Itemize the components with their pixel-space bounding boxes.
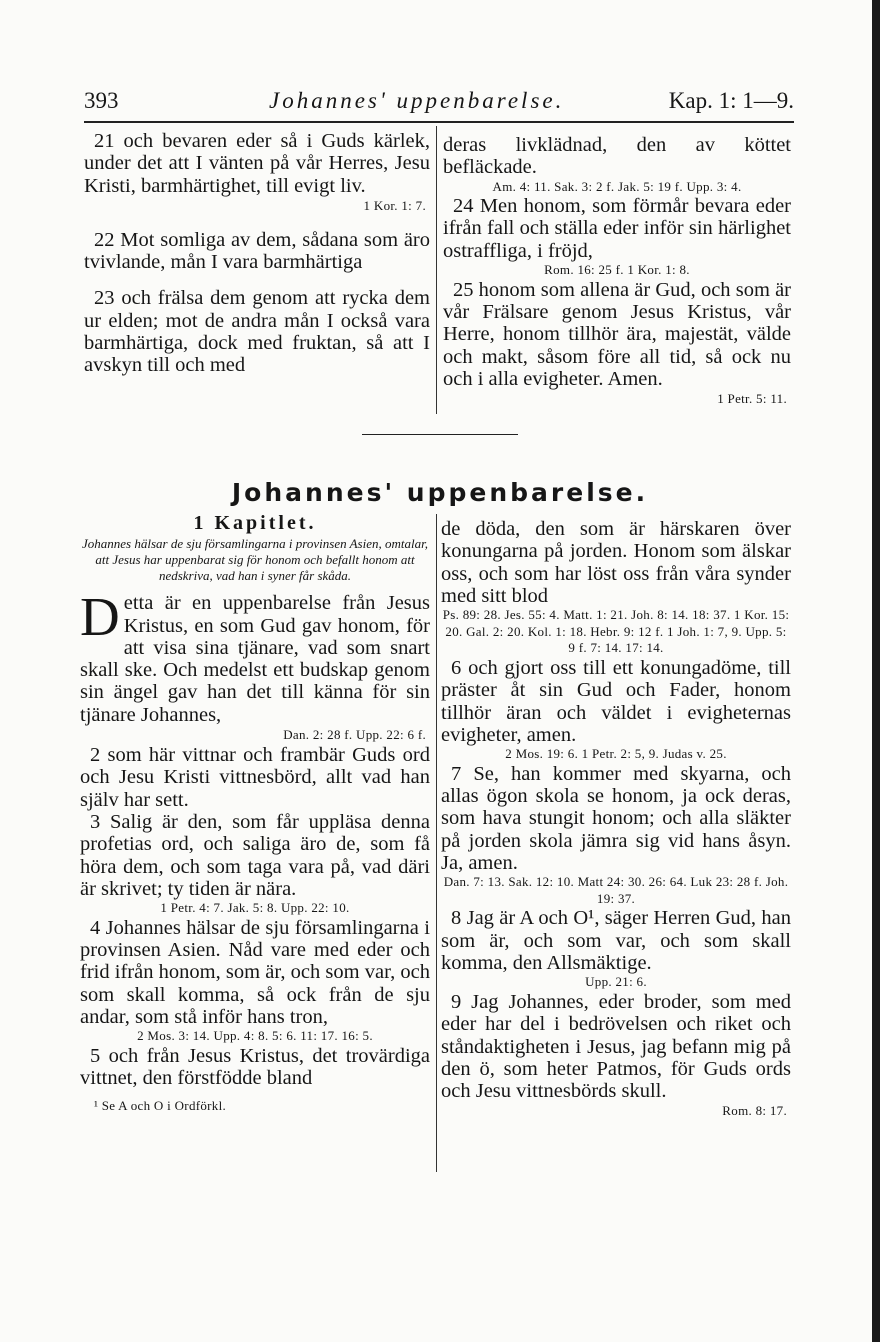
section-divider bbox=[362, 434, 518, 435]
cross-reference: Rom. 16: 25 f. 1 Kor. 1: 8. bbox=[544, 262, 690, 278]
running-header bbox=[84, 88, 794, 122]
opening-verse bbox=[80, 586, 430, 726]
cross-reference: Am. 4: 11. Sak. 3: 2 f. Jak. 5: 19 f. Upp. 3: 4. bbox=[492, 178, 742, 194]
verse: 23 och frälsa dem genom att rycka dem ur elden; mot de andra mån I också vara barmhärtiga, dock med fruktan, så att I avskyn till och med bbox=[84, 287, 430, 377]
cross-reference: Ps. 89: 28. Jes. 55: 4. Matt. 1: 21. Joh. 8: 14. 18: 37. 1 Kor. 15: 20. Gal. 2: 20. Kol. 1: 18. Hebr. 9: 12 f. 1 Joh. 1: 7, 9. Upp. 5: 9 f. 7: 14. 17: 14. bbox=[442, 607, 790, 656]
verse-continuation: de döda, den som är härskaren över konungarna på jorden. Honom som älskar oss, och som har löst oss från våra synder med sitt blod bbox=[441, 518, 791, 607]
verse: 6 och gjort oss till ett konungadöme, till präster åt sin Gud och Fader, honom tillhör äran och väldet i evigheternas evigheter, amen. bbox=[441, 656, 791, 746]
bottom-left-column bbox=[80, 512, 430, 1115]
cross-reference: Rom. 8: 17. bbox=[722, 1103, 787, 1119]
cross-reference: 1 Petr. 4: 7. Jak. 5: 8. Upp. 22: 10. bbox=[160, 900, 350, 916]
cross-reference: Dan. 2: 28 f. Upp. 22: 6 f. bbox=[283, 727, 426, 743]
top-right-column bbox=[443, 134, 791, 408]
chapter-range: Kap. 1: 1—9. bbox=[668, 88, 794, 113]
verse: 24 Men honom, som förmår bevara eder ifrån fall och ställa eder inför sin härlighet ostraffliga, i fröjd, bbox=[443, 195, 791, 262]
cross-reference: 1 Petr. 5: 11. bbox=[717, 391, 787, 407]
column-divider-bottom bbox=[436, 514, 437, 1172]
header-rule bbox=[84, 121, 794, 123]
verse: 21 och bevaren eder så i Guds kärlek, under det att I vänten på vår Herres, Jesu Kristi, barmhärtighet, till evigt liv. bbox=[84, 130, 430, 197]
column-divider-top bbox=[436, 126, 437, 414]
paragraph-gap bbox=[84, 215, 430, 229]
drop-cap: D bbox=[80, 586, 120, 648]
top-left-column bbox=[84, 130, 430, 377]
opening-verse-text: etta är en uppenbarelse från Jesus Kristus, en som Gud gav honom, för att visa sina tjänare, vad som snart skall ske. Och medelst ett budskap genom sin ängel gav han det till känna för sin tjänare Johannes, bbox=[80, 592, 430, 726]
verse: 22 Mot somliga av dem, sådana som äro tvivlande, mån I vara barmhärtiga bbox=[84, 228, 430, 274]
verse: 9 Jag Johannes, eder broder, som med eder har del i bedrövelsen och riket och ståndaktigheten i Jesus, jag befann mig på den ö, som heter Patmos, för Guds ords och Jesu vittnesbörds skull. bbox=[441, 990, 791, 1103]
verse-continuation: deras livklädnad, den av köttet befläckade. bbox=[443, 134, 791, 179]
verse: 3 Salig är den, som får uppläsa denna profetias ord, och saliga äro de, som få höra dem, och som taga vara på, vad däri är skrivet; ty tiden är nära. bbox=[80, 810, 430, 900]
chapter-summary: Johannes hälsar de sju församlingarna i provinsen Asien, omtalar, att Jesus har uppenbarat sig för honom och befallt honom att nedskriva, vad han i syner får skåda. bbox=[82, 536, 428, 584]
running-title: Johannes' uppenbarelse. bbox=[269, 88, 565, 113]
page-number: 393 bbox=[84, 88, 119, 113]
verse: 7 Se, han kommer med skyarna, och allas ögon skola se honom, ja ock deras, som hava stungit honom; och alla släkter på jorden skola jämra sig vid hans åsyn. Ja, amen. bbox=[441, 762, 791, 874]
verse: 5 och från Jesus Kristus, det trovärdiga vittnet, den förstfödde bland bbox=[80, 1044, 430, 1090]
verse: 4 Johannes hälsar de sju församlingarna i provinsen Asien. Nåd vare med eder och frid ifrån honom, som är, och som var, och som skall komma, så ock från de sju andar, som stå inför hans tron, bbox=[80, 916, 430, 1028]
paragraph-gap bbox=[84, 273, 430, 287]
cross-reference: 2 Mos. 19: 6. 1 Petr. 2: 5, 9. Judas v. 25. bbox=[505, 746, 727, 762]
cross-reference: Upp. 21: 6. bbox=[585, 974, 647, 990]
page-edge bbox=[872, 0, 880, 1342]
cross-reference: 1 Kor. 1: 7. bbox=[363, 197, 426, 213]
book-title: Johannes' uppenbarelse. bbox=[231, 478, 649, 507]
cross-reference: Dan. 7: 13. Sak. 12: 10. Matt 24: 30. 26: 64. Luk 23: 28 f. Joh. 19: 37. bbox=[443, 874, 789, 906]
cross-reference: 2 Mos. 3: 14. Upp. 4: 8. 5: 6. 11: 17. 16: 5. bbox=[137, 1028, 373, 1044]
bottom-right-column bbox=[441, 518, 791, 1120]
verse: 8 Jag är A och O¹, säger Herren Gud, han som är, och som var, och som skall komma, den Allsmäktige. bbox=[441, 907, 791, 975]
footnote: ¹ Se A och O i Ordförkl. bbox=[94, 1098, 227, 1114]
chapter-heading: 1 Kapitlet. bbox=[193, 512, 317, 534]
verse: 2 som här vittnar och frambär Guds ord och Jesu Kristi vittnesbörd, allt vad han själv har sett. bbox=[80, 744, 430, 811]
verse: 25 honom som allena är Gud, och som är vår Frälsare genom Jesus Kristus, vår Herre, honom tillhör ära, majestät, välde och makt, såsom före all tid, så ock nu och i alla evigheter. Amen. bbox=[443, 278, 791, 390]
